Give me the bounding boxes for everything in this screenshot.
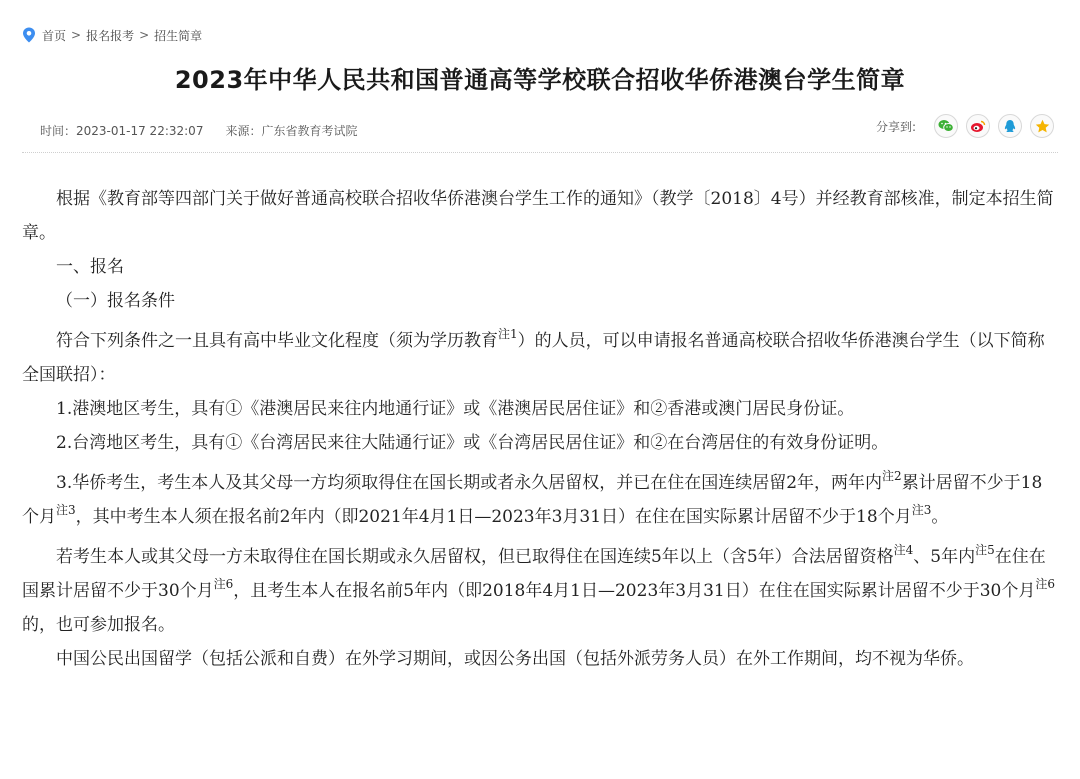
- qq-icon[interactable]: [998, 114, 1022, 138]
- paragraph-text: 的，也可参加报名。: [22, 615, 175, 635]
- residence-paragraph: [22, 540, 1058, 642]
- list-item-overseas-chinese: [22, 466, 1058, 534]
- breadcrumb-current: 招生简章: [154, 28, 203, 43]
- paragraph-text: 、5年内: [913, 547, 976, 567]
- paragraph-text: ，且考生本人在报名前5年内（即2018年4月1日—2023年3月31日）在住在国实际累计居留不少于30个月: [233, 581, 1036, 601]
- breadcrumb: [22, 26, 202, 44]
- footnote-ref: 注6: [1035, 577, 1055, 591]
- footnote-ref: 注6: [213, 577, 234, 591]
- breadcrumb-separator: >: [139, 28, 150, 42]
- footnote-ref: 注1: [498, 327, 518, 341]
- footnote-ref: 注3: [56, 503, 76, 517]
- share-label: 分享到:: [875, 119, 916, 134]
- conditions-paragraph: [22, 324, 1058, 392]
- heading-registration: 一、报名: [56, 257, 124, 277]
- item-text: 3.华侨考生，考生本人及其父母一方均须取得住在国长期或者永久居留权，并已在住在国连续居留2年，两年内: [56, 473, 883, 493]
- list-item-hk-macao: 1.港澳地区考生，具有①《港澳居民来往内地通行证》或《港澳居民居住证》和②香港或澳门居民身份证。: [56, 399, 855, 419]
- breadcrumb-separator: >: [71, 28, 82, 42]
- share-bar: [876, 114, 1054, 138]
- article-source: 来源：广东省教育考试院: [225, 124, 358, 138]
- wechat-icon[interactable]: [934, 114, 958, 138]
- article-meta: [40, 122, 357, 139]
- item-text: ，其中考生本人须在报名前2年内（即2021年4月1日—2023年3月31日）在住在国实际累计居留不少于18个月: [75, 507, 912, 527]
- paragraph-text: 若考生本人或其父母一方未取得住在国长期或永久居留权，但已取得住在国连续5年以上（含5年）合法居留资格: [56, 547, 894, 567]
- conditions-text: 符合下列条件之一且具有高中毕业文化程度（须为学历教育: [56, 331, 498, 351]
- breadcrumb-section-link[interactable]: 报名报考: [86, 28, 135, 43]
- conditions-text: ）的人员，可以申请报名普通高校联合招收华侨港澳台学生（以下简称全国联招）：: [22, 331, 1045, 385]
- paragraph-text: 在住在国累计居留不少于30个月: [22, 547, 1046, 601]
- publish-time: 时间：2023-01-17 22:32:07: [40, 124, 204, 138]
- subheading-conditions: （一）报名条件: [56, 291, 175, 311]
- footnote-ref: 注5: [975, 543, 995, 557]
- study-abroad-paragraph: 中国公民出国留学（包括公派和自费）在外学习期间，或因公务出国（包括外派劳务人员）在外工作期间，均不视为华侨。: [56, 649, 974, 669]
- footnote-ref: 注2: [882, 469, 902, 483]
- qzone-icon[interactable]: [1030, 114, 1054, 138]
- item-text: 累计居留不少于18个月: [22, 473, 1043, 527]
- title-divider: [22, 152, 1058, 153]
- weibo-icon[interactable]: [966, 114, 990, 138]
- item-text: 。: [931, 507, 949, 527]
- list-item-taiwan: 2.台湾地区考生，具有①《台湾居民来往大陆通行证》或《台湾居民居住证》和②在台湾居住的有效身份证明。: [56, 433, 889, 453]
- footnote-ref: 注3: [911, 503, 932, 517]
- footnote-ref: 注4: [893, 543, 914, 557]
- breadcrumb-home-link[interactable]: 首页: [42, 28, 67, 43]
- location-pin-icon: [22, 27, 36, 43]
- page-title: 2023年中华人民共和国普通高等学校联合招收华侨港澳台学生简章: [174, 66, 906, 94]
- article-body: [22, 182, 1058, 676]
- intro-paragraph: 根据《教育部等四部门关于做好普通高校联合招收华侨港澳台学生工作的通知》（教学〔2018〕4号）并经教育部核准，制定本招生简章。: [22, 189, 1054, 243]
